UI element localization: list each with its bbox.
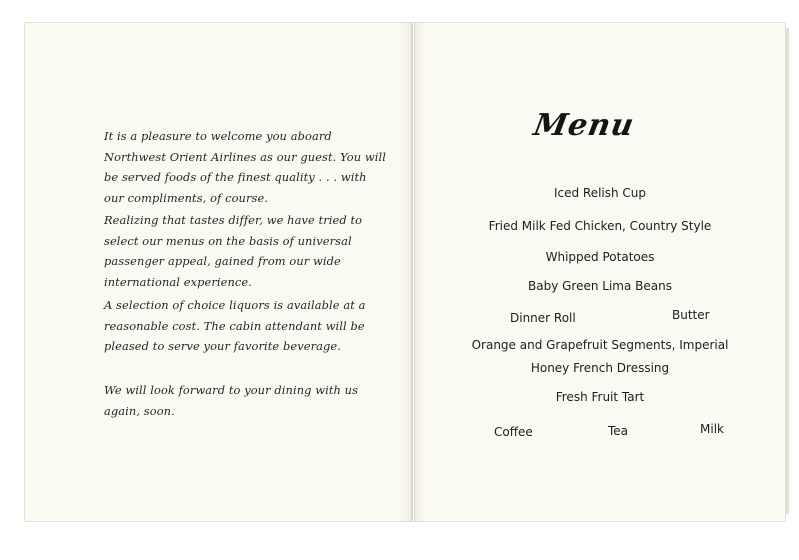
card-edge bbox=[786, 28, 789, 514]
menu-item-potatoes: Whipped Potatoes bbox=[545, 250, 655, 264]
menu-item-dressing: Honey French Dressing bbox=[530, 361, 670, 375]
welcome-page bbox=[24, 22, 413, 522]
menu-item-segments: Orange and Grapefruit Segments, Imperial bbox=[471, 338, 729, 352]
welcome-paragraph: It is a pleasure to welcome you aboard Northwest Orient Airlines as our guest. You will be served foods of the finest quality . . . with our compliments, of course. bbox=[104, 129, 386, 205]
menu-item-roll: Dinner Roll bbox=[510, 311, 576, 325]
menu-item-tea: Tea bbox=[608, 424, 629, 438]
farewell-paragraph: We will look forward to your dining with us again, soon. bbox=[104, 383, 359, 418]
menu-item-coffee: Coffee bbox=[494, 425, 533, 439]
menu-title: Menu bbox=[530, 108, 638, 143]
menu-page bbox=[414, 22, 786, 522]
liquors-paragraph: A selection of choice liquors is available at a reasonable cost. The cabin attendant will be pleased to serve your favorite beverage. bbox=[104, 298, 366, 353]
menu-item-beans: Baby Green Lima Beans bbox=[528, 279, 672, 293]
menu-item-milk: Milk bbox=[700, 422, 724, 436]
menu-item-tart: Fresh Fruit Tart bbox=[555, 390, 645, 404]
menu-item-chicken: Fried Milk Fed Chicken, Country Style bbox=[488, 219, 712, 233]
tastes-paragraph: Realizing that tastes differ, we have tried to select our menus on the basis of universal passenger appeal, gained from our wide international experience. bbox=[104, 213, 363, 289]
menu-item-relish: Iced Relish Cup bbox=[553, 186, 647, 200]
menu-item-butter: Butter bbox=[672, 308, 710, 322]
